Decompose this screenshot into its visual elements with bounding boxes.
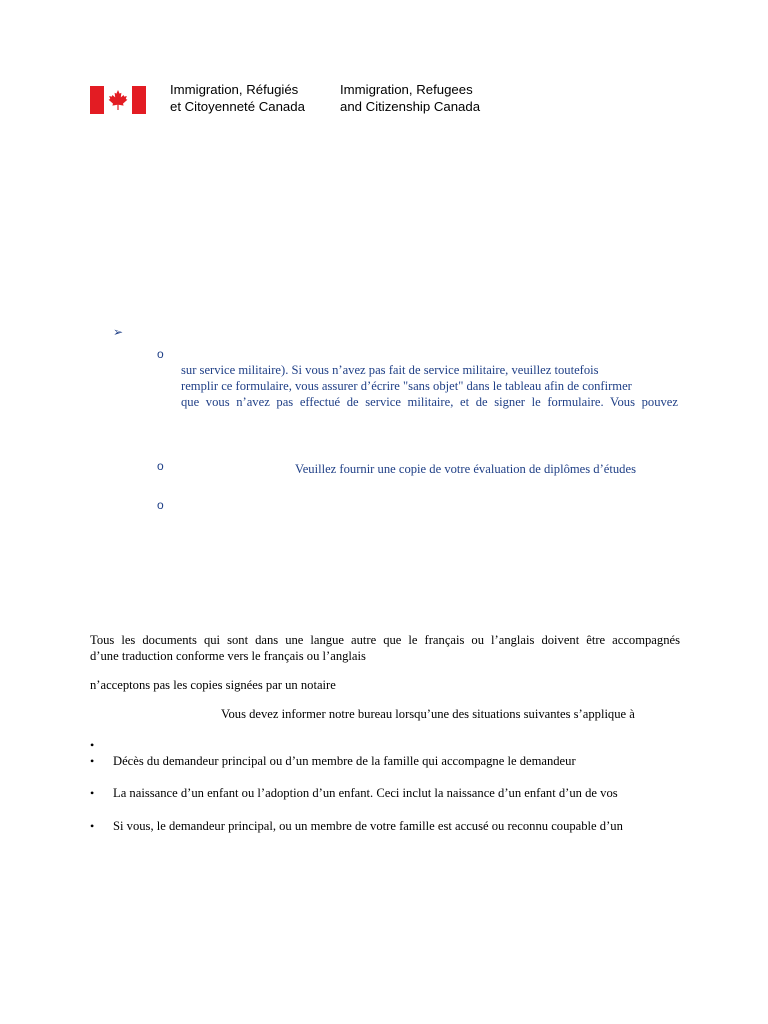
bullet-disc-icon: •	[90, 819, 95, 833]
circle-bullet-icon: o	[157, 347, 164, 361]
diploma-evaluation-text: Veuillez fournir une copie de votre évaluation de diplômes d’études	[295, 462, 636, 476]
paragraph-line: sur service militaire). Si vous n’avez pas fait de service militaire, veuillez toutefois	[181, 363, 599, 377]
department-fr-line1: Immigration, Réfugiés	[170, 82, 299, 97]
notary-copies-paragraph: n’acceptons pas les copies signées par un notaire	[90, 678, 336, 692]
list-item: La naissance d’un enfant ou l’adoption d’un enfant. Ceci inclut la naissance d’un enfant d’un de vos	[113, 786, 618, 800]
canada-flag-icon	[90, 86, 146, 114]
bullet-disc-icon: •	[90, 754, 95, 768]
arrow-bullet-icon: ➢	[113, 325, 124, 339]
military-service-paragraph	[181, 362, 678, 410]
department-name-english	[340, 82, 480, 115]
circle-bullet-icon: o	[157, 459, 164, 473]
bullet-disc-icon: •	[90, 786, 95, 800]
department-en-line1: Immigration, Refugees	[340, 82, 473, 97]
translation-paragraph-line1: Tous les documents qui sont dans une langue autre que le français ou l’anglais doivent être accompagnés	[90, 633, 680, 647]
paragraph-line: remplir ce formulaire, vous assurer d’écrire "sans objet" dans le tableau afin de confirmer	[181, 379, 632, 393]
circle-bullet-icon: o	[157, 498, 164, 512]
department-en-line2: and Citizenship Canada	[340, 98, 481, 114]
department-name-french	[170, 82, 305, 115]
translation-paragraph-line2: d’une traduction conforme vers le français ou l’anglais	[90, 649, 366, 663]
paragraph-line: que vous n’avez pas effectué de service militaire, et de signer le formulaire. Vous pouvez	[181, 395, 678, 409]
list-item: Décès du demandeur principal ou d’un membre de la famille qui accompagne le demandeur	[113, 754, 576, 768]
department-fr-line2: et Citoyenneté Canada	[170, 98, 305, 114]
inform-office-paragraph: Vous devez informer notre bureau lorsqu’une des situations suivantes s’applique à	[221, 707, 635, 721]
bullet-disc-icon: •	[90, 738, 95, 752]
list-item: Si vous, le demandeur principal, ou un membre de votre famille est accusé ou reconnu coupable d’un	[113, 819, 623, 833]
